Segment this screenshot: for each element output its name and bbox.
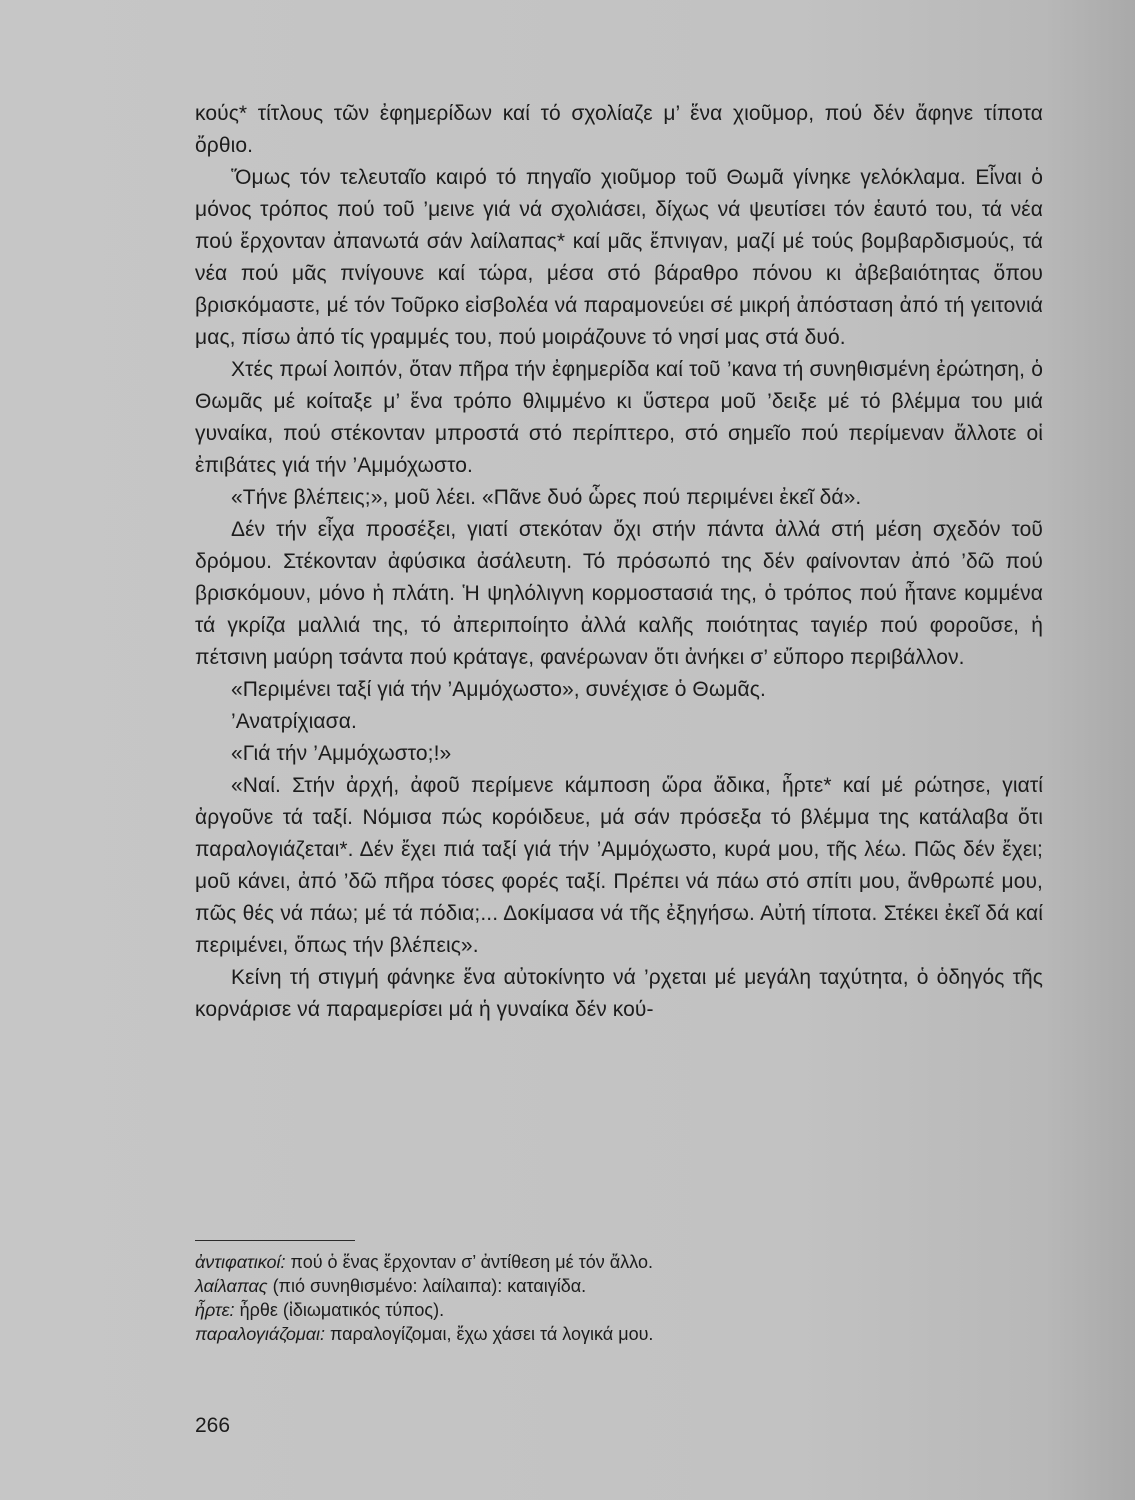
footnote-term: λαίλαπας (195, 1276, 268, 1296)
paragraph-10: Κείνη τή στιγμή φάνηκε ἕνα αὐτοκίνητο νά ’ρχεται μέ μεγάλη ταχύτητα, ὁ ὁδηγός τῆς κορνάρισε νά παραμερίσει μά ἡ γυναίκα δέν κού- (195, 966, 1043, 1021)
footnote-term: παραλογιάζομαι: (195, 1324, 325, 1344)
footnotes (195, 1250, 1043, 1346)
footnote-item (195, 1250, 1043, 1274)
footnote-definition: (πιό συνηθισμένο: λαίλαιπα): καταιγίδα. (267, 1276, 587, 1296)
paragraph-8: «Γιά τήν ’Αμμόχωστο;!» (231, 742, 452, 765)
body-text (195, 98, 1043, 1026)
paragraph-2: Ὅμως τόν τελευταῖο καιρό τό πηγαῖο χιοῦμορ τοῦ Θωμᾶ γίνηκε γελόκλαμα. Εἶναι ὁ μόνος τρόπος πού τοῦ ’μεινε γιά νά σχολιάσει, δίχως νά ψευτίσει τόν ἑαυτό του, τά νέα πού ἔρχονταν ἀπανωτά σάν λαίλαπας* καί μᾶς ἔπνιγαν, μαζί μέ τούς βομβαρδισμούς, τά νέα πού μᾶς πνίγουνε καί τώρα, μέσα στό βάραθρο πόνου κι ἀβεβαιότητας ὅπου βρισκόμαστε, μέ τόν Τοῦρκο εἰσβολέα νά παραμονεύει σέ μικρή ἀπόσταση ἀπό τή γειτονιά μας, πίσω ἀπό τίς γραμμές του, πού μοιράζουνε τό νησί μας στά δυό. (195, 166, 1043, 349)
footnote-item (195, 1274, 1043, 1298)
footnote-divider (195, 1240, 355, 1241)
paragraph-7: ’Ανατρίχιασα. (231, 710, 357, 733)
paragraph-3: Χτές πρωί λοιπόν, ὅταν πῆρα τήν ἐφημερίδα καί τοῦ ’κανα τή συνηθισμένη ἐρώτηση, ὁ Θωμᾶς μέ κοίταξε μ’ ἕνα τρόπο θλιμμένο κι ὕστερα μοῦ ’δειξε μέ τό βλέμμα του μιά γυναίκα, πού στέκονταν μπροστά στό περίπτερο, στό σημεῖο πού περίμεναν ἄλλοτε οἱ ἐπιβάτες γιά τήν ’Αμμόχωστο. (195, 358, 1043, 477)
paragraph-4: «Τήνε βλέπεις;», μοῦ λέει. «Πᾶνε δυό ὧρες πού περιμένει ἐκεῖ δά». (231, 486, 862, 509)
paragraph-9: «Ναί. Στήν ἀρχή, ἀφοῦ περίμενε κάμποση ὥρα ἄδικα, ἦρτε* καί μέ ρώτησε, γιατί ἀργοῦνε τά ταξί. Νόμισα πώς κορόιδευε, μά σάν πρόσεξα τό βλέμμα της κατάλαβα ὅτι παραλογιάζεται*. Δέν ἔχει πιά ταξί γιά τήν ’Αμμόχωστο, κυρά μου, τῆς λέω. Πῶς δέν ἔχει; μοῦ κάνει, ἀπό ’δῶ πῆρα τόσες φορές ταξί. Πρέπει νά πάω στό σπίτι μου, ἄνθρωπέ μου, πῶς θές νά πάω; μέ τά πόδια;... Δοκίμασα νά τῆς ἐξηγήσω. Αὐτή τίποτα. Στέκει ἐκεῖ δά καί περιμένει, ὅπως τήν βλέπεις». (195, 774, 1043, 957)
paragraph-1: κούς* τίτλους τῶν ἐφημερίδων καί τό σχολίαζε μ’ ἕνα χιοῦμορ, πού δέν ἄφηνε τίποτα ὄρθιο. (195, 102, 1043, 157)
page-number: 266 (195, 1414, 231, 1437)
footnote-definition: ἦρθε (ἰδιωματικός τύπος). (234, 1300, 445, 1320)
footnote-definition: παραλογίζομαι, ἔχω χάσει τά λογικά μου. (324, 1324, 654, 1344)
footnote-definition: πού ὁ ἕνας ἔρχονταν σ’ ἀντίθεση μέ τόν ἄλλο. (285, 1252, 653, 1272)
paragraph-5: Δέν τήν εἶχα προσέξει, γιατί στεκόταν ὄχι στήν πάντα ἀλλά στή μέση σχεδόν τοῦ δρόμου. Στέκονταν ἀφύσικα ἀσάλευτη. Τό πρόσωπό της δέν φαίνονταν ἀπό ’δῶ πού βρισκόμουν, μόνο ἡ πλάτη. Ἡ ψηλόλιγνη κορμοστασιά της, ὁ τρόπος πού ἦτανε κομμένα τά γκρίζα μαλλιά της, τό ἀπεριποίητο ἀλλά καλῆς ποιότητας ταγιέρ πού φοροῦσε, ἡ πέτσινη μαύρη τσάντα πού κράταγε, φανέρωναν ὅτι ἀνήκει σ’ εὔπορο περιβάλλον. (195, 518, 1043, 669)
footnote-term: ἀντιφατικοί: (195, 1252, 286, 1272)
paragraph-6: «Περιμένει ταξί γιά τήν ’Αμμόχωστο», συνέχισε ὁ Θωμᾶς. (231, 678, 766, 701)
footnote-item (195, 1298, 1043, 1322)
footnote-item (195, 1322, 1043, 1346)
footnote-term: ἦρτε: (195, 1300, 235, 1320)
